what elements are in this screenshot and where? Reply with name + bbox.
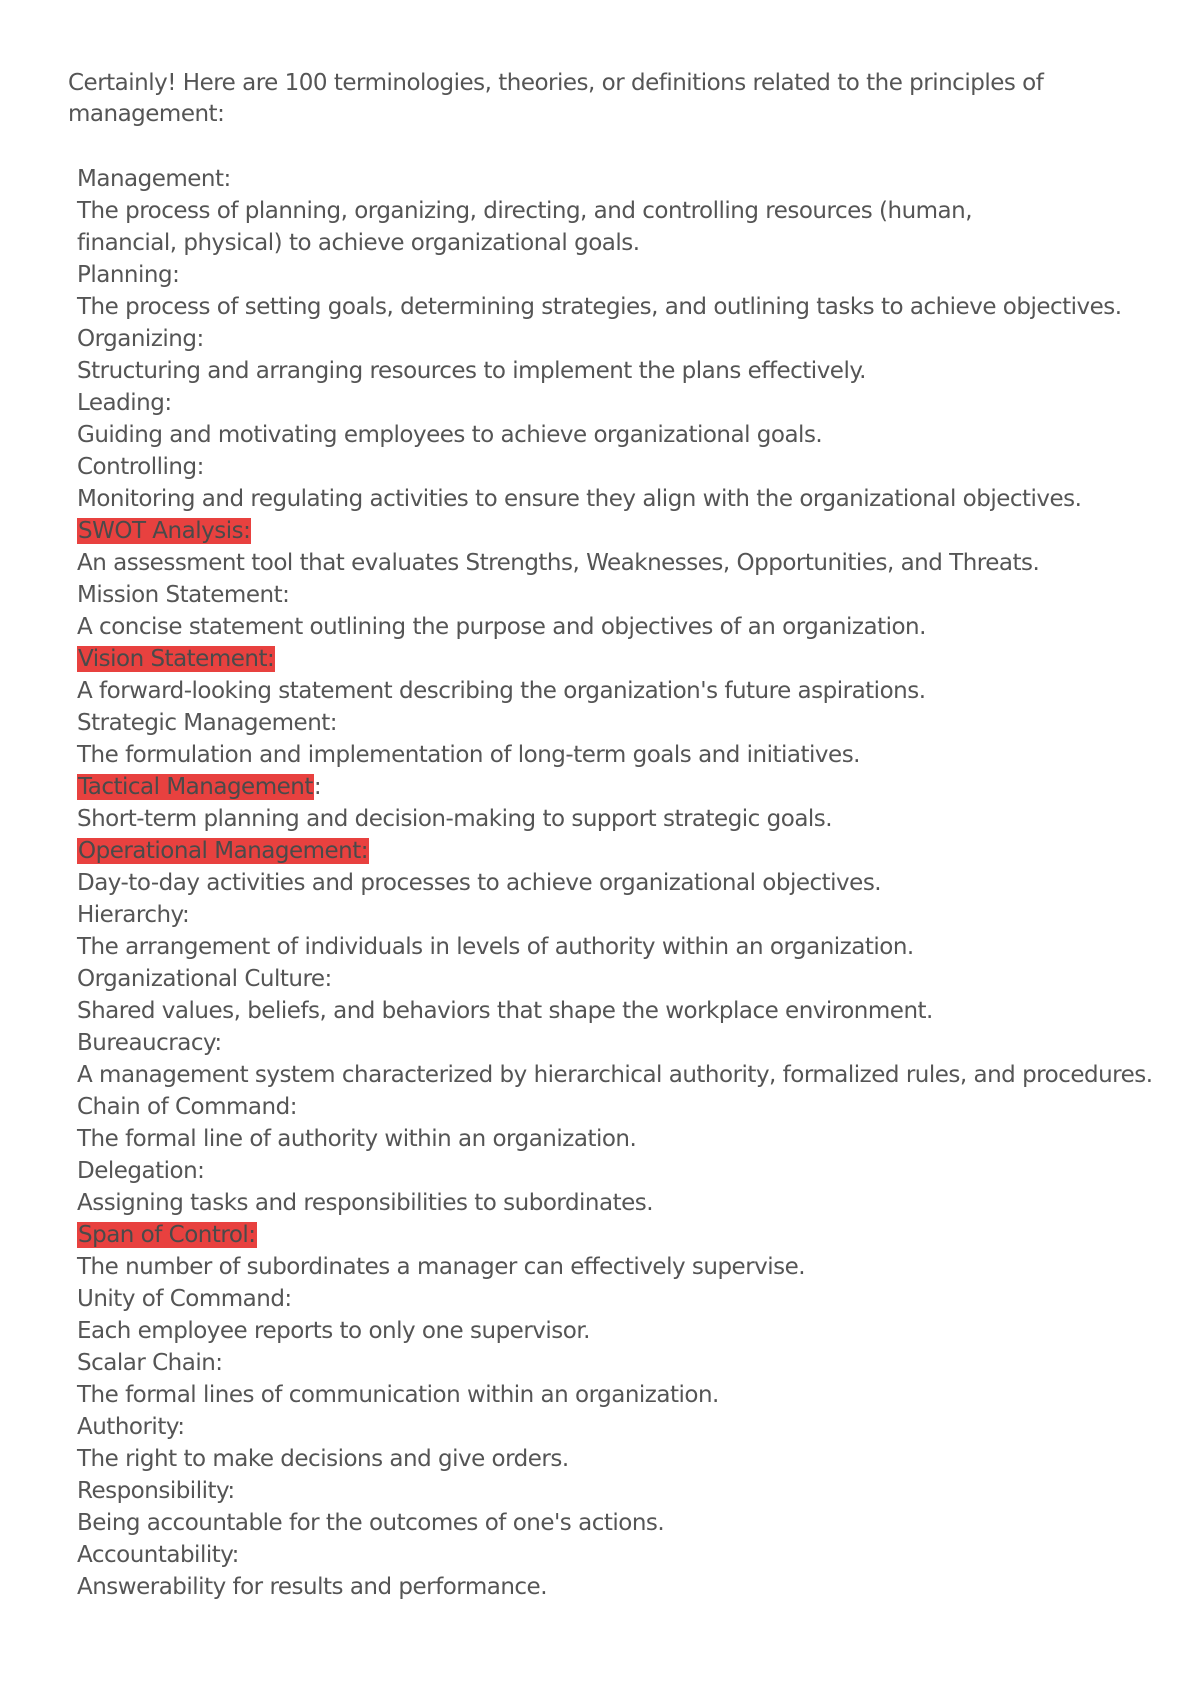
term-name — [77, 963, 1177, 995]
term-label: Management: — [77, 166, 231, 192]
term-definition: Short-term planning and decision-making to support strategic goals. — [77, 806, 833, 832]
term-item — [77, 771, 1177, 835]
term-item — [77, 963, 1177, 1027]
term-item — [77, 1027, 1177, 1091]
term-label: Organizing: — [77, 326, 204, 352]
term-name — [77, 451, 1177, 483]
term-name — [77, 771, 1177, 803]
term-item — [77, 643, 1177, 707]
term-definition: A forward-looking statement describing the organization's future aspirations. — [77, 678, 926, 704]
term-definition: Shared values, beliefs, and behaviors that shape the workplace environment. — [77, 998, 933, 1024]
term-label: Hierarchy: — [77, 902, 190, 928]
term-item — [77, 707, 1177, 771]
term-item — [77, 515, 1177, 579]
term-label: Authority: — [77, 1414, 185, 1440]
term-label: Accountability: — [77, 1542, 239, 1568]
highlighted-term-label: SWOT Analysis: — [78, 518, 251, 544]
term-label: Responsibility: — [77, 1478, 235, 1504]
term-definition: The process of planning, organizing, directing, and controlling resources (human, financial, physical) to achieve organizational goals. — [77, 198, 973, 256]
term-item — [77, 163, 1177, 259]
intro-paragraph: Certainly! Here are 100 terminologies, theories, or definitions related to the principles of management: — [68, 70, 1044, 127]
term-item — [77, 899, 1177, 963]
term-item — [77, 1411, 1177, 1475]
term-definition: The right to make decisions and give orders. — [77, 1446, 569, 1472]
term-definition: Answerability for results and performance. — [77, 1574, 548, 1600]
term-name — [77, 1411, 1177, 1443]
term-item — [77, 387, 1177, 451]
term-definition: The formal lines of communication within an organization. — [77, 1382, 719, 1408]
term-item — [77, 1091, 1177, 1155]
term-definition: The arrangement of individuals in levels of authority within an organization. — [77, 934, 914, 960]
term-definition: A management system characterized by hierarchical authority, formalized rules, and procedures. — [77, 1062, 1153, 1088]
term-item — [77, 1155, 1177, 1219]
term-definition: The process of setting goals, determining strategies, and outlining tasks to achieve objectives. — [77, 294, 1122, 320]
term-definition: The formulation and implementation of long-term goals and initiatives. — [77, 742, 860, 768]
term-item — [77, 1219, 1177, 1283]
term-definition: Guiding and motivating employees to achieve organizational goals. — [77, 422, 823, 448]
term-name — [77, 387, 1177, 419]
highlighted-term-label: Tactical Management — [78, 774, 313, 800]
term-label: Organizational Culture: — [77, 966, 332, 992]
term-label: Scalar Chain: — [77, 1350, 223, 1376]
term-name — [77, 1091, 1177, 1123]
term-name — [77, 1027, 1177, 1059]
term-label: Planning: — [77, 262, 180, 288]
term-item — [77, 579, 1177, 643]
term-item — [77, 259, 1177, 323]
term-label: Strategic Management: — [77, 710, 338, 736]
term-item — [77, 835, 1177, 899]
term-item — [77, 1539, 1177, 1603]
term-definition: A concise statement outlining the purpose and objectives of an organization. — [77, 614, 926, 640]
term-definition: The formal line of authority within an organization. — [77, 1126, 637, 1152]
term-name — [77, 163, 1177, 195]
term-definition: The number of subordinates a manager can effectively supervise. — [77, 1254, 806, 1280]
highlighted-term-label: Operational Management: — [78, 838, 369, 864]
highlighted-term-label: Span of Control: — [78, 1222, 256, 1248]
term-name — [77, 1155, 1177, 1187]
term-name — [77, 1539, 1177, 1571]
term-name — [77, 643, 1177, 675]
term-label: Chain of Command: — [77, 1094, 297, 1120]
term-item — [77, 451, 1177, 515]
term-label: Delegation: — [77, 1158, 205, 1184]
term-label: Leading: — [77, 390, 172, 416]
term-definition: An assessment tool that evaluates Strengths, Weaknesses, Opportunities, and Threats. — [77, 550, 1040, 576]
term-definition: Each employee reports to only one supervisor. — [77, 1318, 590, 1344]
term-item — [77, 1283, 1177, 1347]
term-name — [77, 579, 1177, 611]
term-name — [77, 323, 1177, 355]
term-label: Mission Statement: — [77, 582, 290, 608]
term-label: Unity of Command: — [77, 1286, 292, 1312]
term-name — [77, 1347, 1177, 1379]
term-label: Bureaucracy: — [77, 1030, 222, 1056]
term-name — [77, 1283, 1177, 1315]
term-name — [77, 899, 1177, 931]
term-list — [77, 163, 1177, 1603]
term-name — [77, 515, 1177, 547]
term-definition: Monitoring and regulating activities to ensure they align with the organizational objectives. — [77, 486, 1082, 512]
term-definition: Being accountable for the outcomes of one's actions. — [77, 1510, 665, 1536]
term-item — [77, 323, 1177, 387]
term-item — [77, 1347, 1177, 1411]
term-label: Controlling: — [77, 454, 204, 480]
term-name — [77, 707, 1177, 739]
term-item — [77, 1475, 1177, 1539]
term-name — [77, 835, 1177, 867]
term-definition: Day-to-day activities and processes to achieve organizational objectives. — [77, 870, 882, 896]
term-label-tail: : — [313, 774, 322, 800]
term-name — [77, 1475, 1177, 1507]
term-name — [77, 1219, 1177, 1251]
highlighted-term-label: Vision Statement: — [78, 646, 275, 672]
term-definition: Assigning tasks and responsibilities to subordinates. — [77, 1190, 654, 1216]
term-name — [77, 259, 1177, 291]
term-definition: Structuring and arranging resources to implement the plans effectively. — [77, 358, 866, 384]
